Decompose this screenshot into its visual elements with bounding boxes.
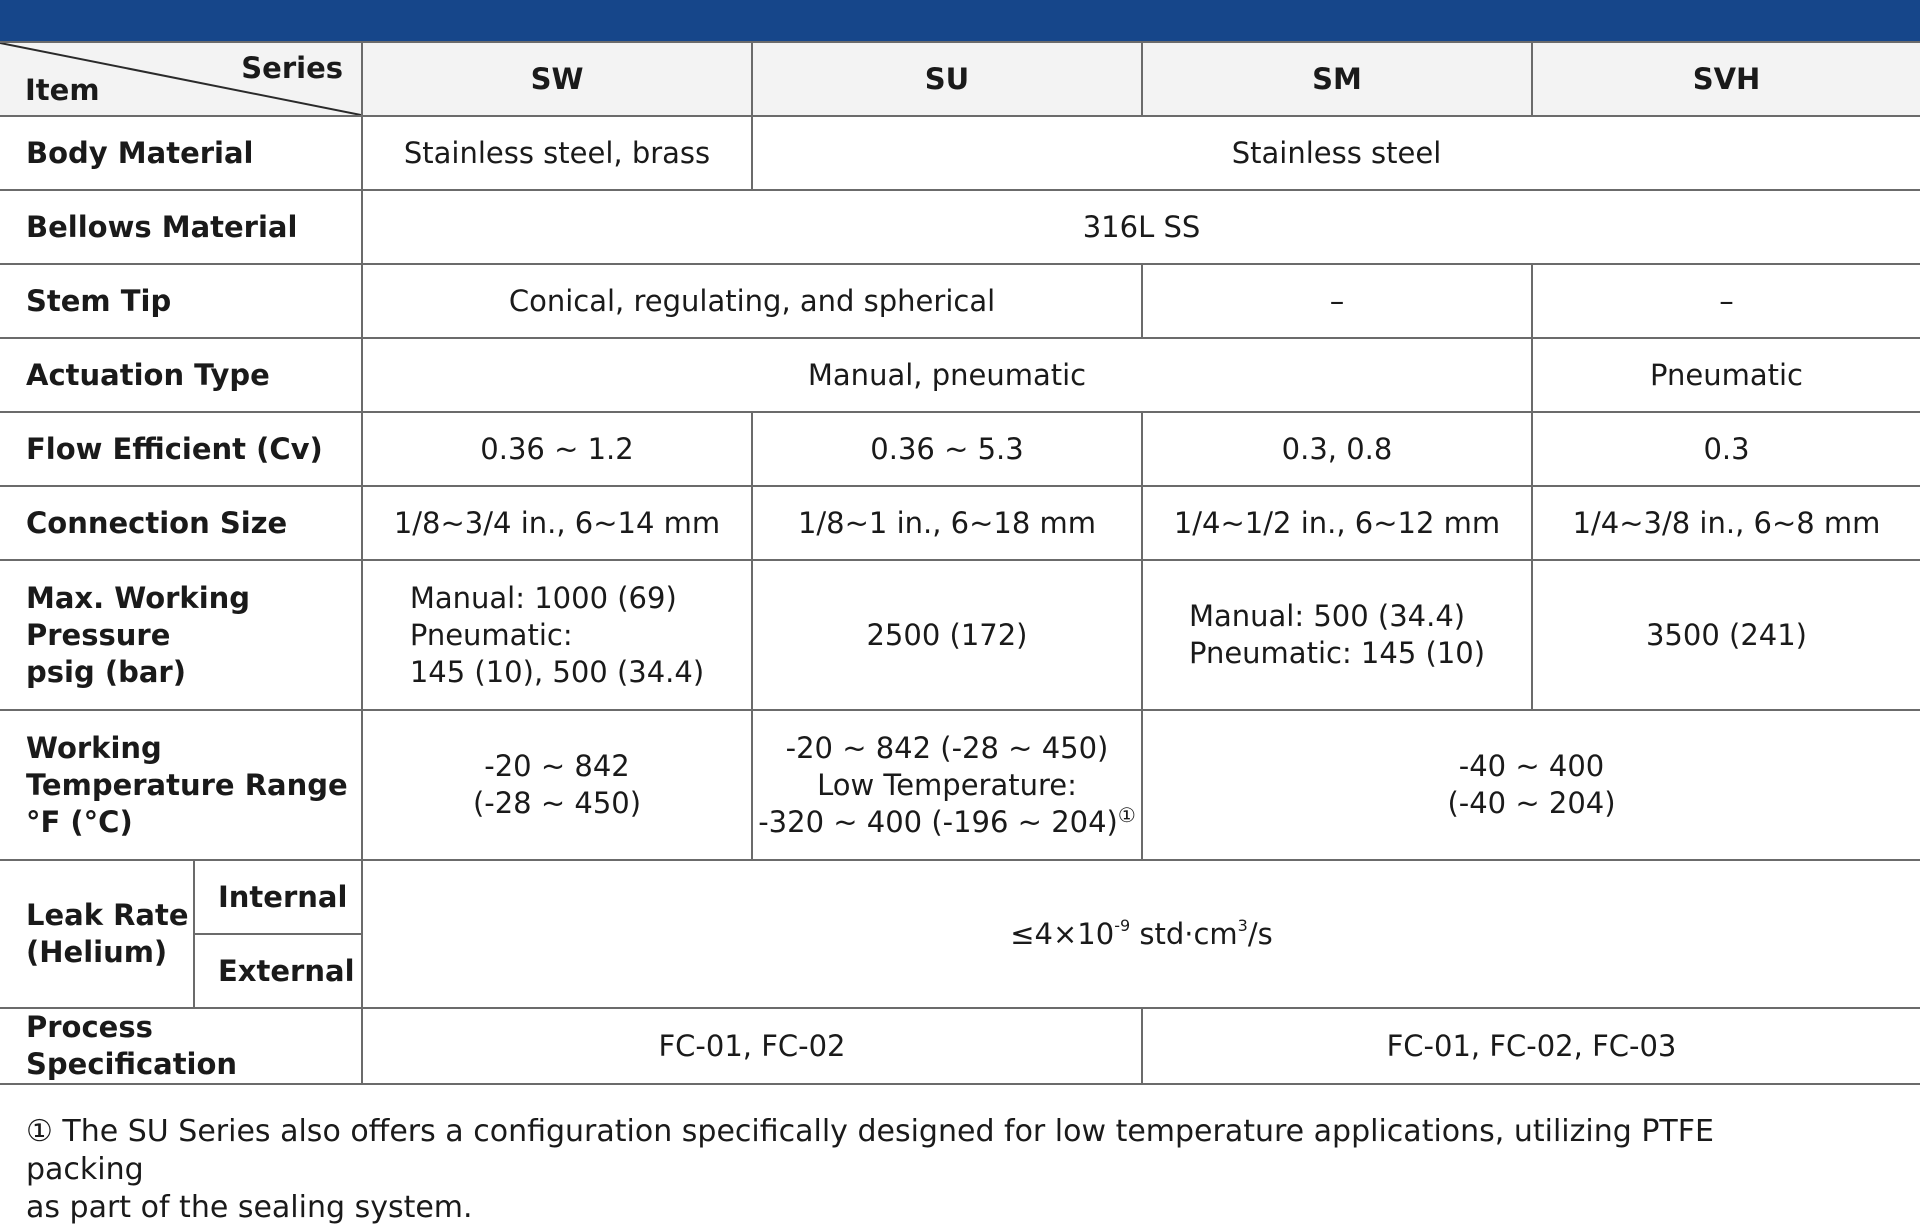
row-working-temperature <box>0 710 1920 860</box>
value-line: -40 ~ 400 <box>1458 749 1605 783</box>
row-label: Bellows Material <box>0 190 362 264</box>
cell-svh: – <box>1532 264 1920 338</box>
row-body-material <box>0 116 1920 190</box>
cell-leak-rate-value <box>362 860 1920 1008</box>
value-text: /s <box>1247 916 1273 951</box>
value-line: (-28 ~ 450) <box>472 786 642 820</box>
row-connection-size <box>0 486 1920 560</box>
row-label-line: Leak Rate <box>26 898 189 932</box>
cell-su: 1/8~1 in., 6~18 mm <box>752 486 1142 560</box>
cell-su: 2500 (172) <box>752 560 1142 710</box>
cell-sm-svh <box>1142 710 1920 860</box>
series-label: Series <box>241 51 343 85</box>
cell-sm: 1/4~1/2 in., 6~12 mm <box>1142 486 1532 560</box>
value-line: -20 ~ 842 (-28 ~ 450) <box>785 730 1109 765</box>
row-label: Stem Tip <box>0 264 362 338</box>
cell-sm: 0.3, 0.8 <box>1142 412 1532 486</box>
row-bellows-material <box>0 190 1920 264</box>
cell-sw: 0.36 ~ 1.2 <box>362 412 752 486</box>
item-label: Item <box>25 73 100 107</box>
row-label: Connection Size <box>0 486 362 560</box>
cell-sw <box>362 710 752 860</box>
exponent: -9 <box>1114 915 1131 935</box>
row-stem-tip <box>0 264 1920 338</box>
cell-svh: Pneumatic <box>1532 338 1920 412</box>
cell-sw: Stainless steel, brass <box>362 116 752 190</box>
value-text: std·cm <box>1130 916 1238 951</box>
header-row <box>0 42 1920 116</box>
multiline-value <box>410 580 704 691</box>
value-line: Low Temperature: <box>817 767 1077 802</box>
row-label: Flow Efficient (Cv) <box>0 412 362 486</box>
cell-su-sm-svh: Stainless steel <box>752 116 1920 190</box>
row-label: Process Specification <box>0 1008 362 1084</box>
value-text: -320 ~ 400 (-196 ~ 204) <box>758 804 1118 839</box>
cell-su <box>752 710 1142 860</box>
multiline-value <box>1189 598 1485 672</box>
row-label-line: °F (°C) <box>26 804 133 839</box>
value-line: Pneumatic: 145 (10) <box>1188 636 1486 670</box>
cell-sm <box>1142 560 1532 710</box>
row-label <box>0 860 194 1008</box>
row-label-line: Max. Working <box>26 580 251 615</box>
value-line: 145 (10), 500 (34.4) <box>409 654 705 689</box>
cell-sw-su: Conical, regulating, and spherical <box>362 264 1142 338</box>
row-label-line: psig (bar) <box>26 654 186 689</box>
col-header-svh: SVH <box>1532 42 1920 116</box>
value-text: ≤4×10 <box>1010 916 1115 951</box>
sub-label-internal: Internal <box>194 860 362 934</box>
row-flow-efficient <box>0 412 1920 486</box>
cell-sm: – <box>1142 264 1532 338</box>
cell-sm-svh: FC-01, FC-02, FC-03 <box>1142 1008 1920 1084</box>
footnote-line: ① The SU Series also offers a configuration specifically designed for low temperature applications, utilizing PTFE packing <box>26 1114 1714 1187</box>
cell-sw: 1/8~3/4 in., 6~14 mm <box>362 486 752 560</box>
row-label-line: Pressure <box>26 617 171 652</box>
row-label-line: Working <box>26 730 162 765</box>
cell-sw <box>362 560 752 710</box>
sub-label-external: External <box>194 934 362 1008</box>
row-label-line: (Helium) <box>26 935 168 969</box>
value-line: Manual: 500 (34.4) <box>1188 599 1466 633</box>
value-line: Pneumatic: <box>409 617 573 652</box>
row-actuation-type <box>0 338 1920 412</box>
cell-all: 316L SS <box>362 190 1920 264</box>
cell-sw-su: FC-01, FC-02 <box>362 1008 1142 1084</box>
cell-su: 0.36 ~ 5.3 <box>752 412 1142 486</box>
col-header-su: SU <box>752 42 1142 116</box>
value-line: -20 ~ 842 <box>484 749 630 783</box>
col-header-sw: SW <box>362 42 752 116</box>
footnote-line: as part of the sealing system. <box>26 1190 473 1225</box>
row-label: Actuation Type <box>0 338 362 412</box>
exponent: 3 <box>1237 915 1248 935</box>
top-banner <box>0 0 1920 41</box>
row-label <box>0 710 362 860</box>
footnote <box>26 1113 1826 1227</box>
cell-svh: 0.3 <box>1532 412 1920 486</box>
value-line: (-40 ~ 204) <box>1447 786 1616 820</box>
value-line <box>753 804 1141 841</box>
cell-svh: 1/4~3/8 in., 6~8 mm <box>1532 486 1920 560</box>
value-line: Manual: 1000 (69) <box>409 580 677 615</box>
row-max-pressure <box>0 560 1920 710</box>
row-label: Body Material <box>0 116 362 190</box>
header-corner-cell <box>0 42 362 116</box>
footnote-marker: ① <box>1117 802 1136 827</box>
cell-sw-su-sm: Manual, pneumatic <box>362 338 1532 412</box>
col-header-sm: SM <box>1142 42 1532 116</box>
cell-svh: 3500 (241) <box>1532 560 1920 710</box>
row-process-spec <box>0 1008 1920 1084</box>
row-label <box>0 560 362 710</box>
row-label-line: Temperature Range <box>26 767 348 802</box>
row-leak-rate-internal <box>0 860 1920 934</box>
spec-table <box>0 41 1920 1085</box>
